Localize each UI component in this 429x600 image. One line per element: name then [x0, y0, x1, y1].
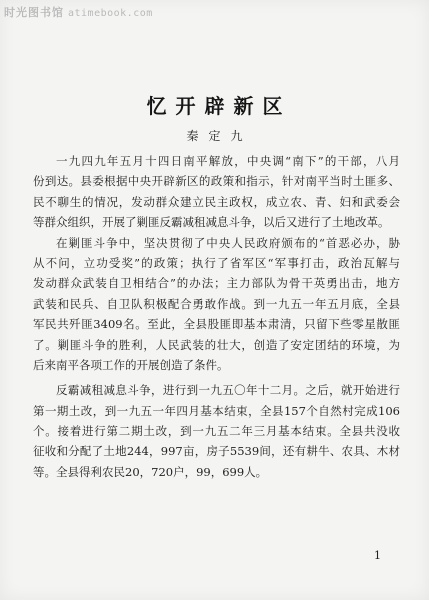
- text-line: 征收和分配了土地244，997亩，房子5539间，还有耕牛、农具、木材: [33, 444, 400, 459]
- page-number: 1: [374, 549, 381, 562]
- text-line: 等群众组织，开展了剿匪反霸减租减息斗争，以后又进行了土地改革。: [33, 215, 390, 230]
- text-line: 等。全县得利农民20，720户，99，699人。: [33, 464, 268, 479]
- text-line: 在剿匪斗争中，坚决贯彻了中央人民政府颁布的“首恶必办，胁: [56, 235, 400, 250]
- author-name: 秦定九: [186, 129, 253, 143]
- text-line: 份到达。县委根据中央开辟新区的政策和指示，针对南平当时土匪多、: [33, 174, 400, 189]
- text-line: 武装和民兵、自卫队积极配合勇敢作战。到一九五一年五月底，全县: [33, 296, 400, 311]
- text-line: 从不问，立功受奖”的政策；执行了省军区“军事打击，政治瓦解与: [33, 255, 400, 270]
- text-line: 民不聊生的情况，发动群众建立民主政权，成立农、青、妇和武委会: [33, 194, 400, 209]
- text-line: 发动群众武装自卫相结合”的办法；主力部队为骨干英勇出击，地方: [33, 276, 400, 291]
- body-text: [33, 151, 400, 482]
- text-line: 后来南平各项工作的开展创造了条件。: [33, 357, 229, 372]
- text-line: 军民共歼匪3409名。至此，全县股匪即基本肃清，只留下些零星散匪: [33, 317, 400, 332]
- text-line: 了。剿匪斗争的胜利，人民武装的壮大，创造了安定团结的环境，为: [33, 337, 400, 352]
- paragraph: [33, 380, 400, 482]
- watermark: [4, 6, 153, 21]
- watermark-site-name: 时光图书馆: [4, 6, 64, 19]
- text-line: 反霸减租减息斗争，进行到一九五〇年十二月。之后，就开始进行: [56, 383, 400, 398]
- paragraph: [33, 233, 400, 376]
- paragraph: [33, 151, 400, 233]
- text-line: 一九四九年五月十四日南平解放，中央调“南下”的干部，八月: [56, 154, 400, 168]
- watermark-domain: atimebook.com: [68, 8, 153, 19]
- article-title: 忆开辟新区: [146, 94, 292, 118]
- text-line: 第一期土改，到一九五一年四月基本结束，全县157个自然村完成106: [33, 403, 400, 418]
- text-line: 个。接着进行第二期土改，到一九五二年三月基本结束。全县共没收: [33, 424, 400, 439]
